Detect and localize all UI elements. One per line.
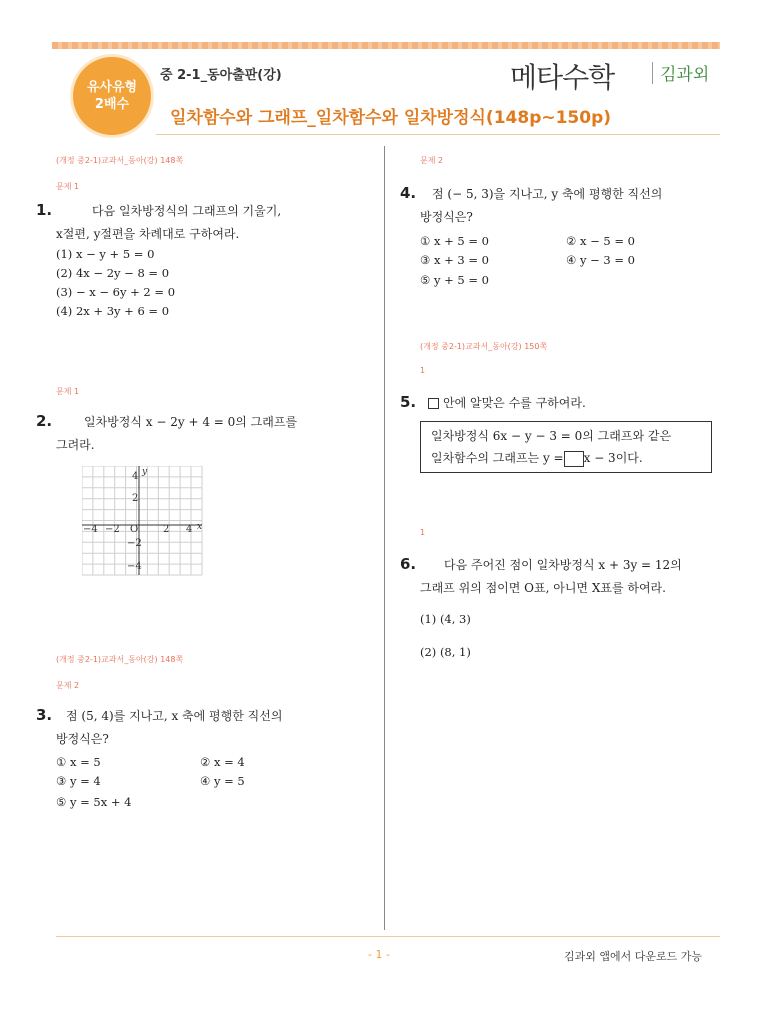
q2-number: 2. <box>36 412 53 430</box>
q3-choice-4: ④ y = 5 <box>200 774 245 788</box>
column-divider <box>384 146 385 930</box>
q3-source: (개정 중2-1)교과서_동아(강) 148쪽 <box>56 655 184 664</box>
q2-text-line1: 일차방정식 x − 2y + 4 = 0의 그래프를 <box>84 415 298 429</box>
q5-source: (개정 중2-1)교과서_동아(강) 150쪽 <box>420 342 548 351</box>
x-tick-neg2: −2 <box>105 524 120 535</box>
q5-number: 5. <box>400 393 417 411</box>
q5-text: 안에 알맞은 수를 구하여라. <box>443 396 586 410</box>
badge-line1: 유사유형 <box>86 80 138 95</box>
q2-problem-label: 문제 1 <box>56 387 80 396</box>
q3-choice-3: ③ y = 4 <box>56 774 101 788</box>
q3-choice-1: ① x = 5 <box>56 755 101 769</box>
q5-box-line1: 일차방정식 6x − y − 3 = 0의 그래프와 같은 <box>431 429 672 443</box>
q4-problem-label: 문제 2 <box>420 156 444 165</box>
worksheet-subtitle: 중 2-1_동아출판(강) <box>160 68 282 83</box>
q4-choice-5: ⑤ y + 5 = 0 <box>420 273 489 287</box>
x-tick-4: 4 <box>186 524 193 535</box>
q5-box-line2 <box>431 447 701 469</box>
brand-logo: 메타수학 <box>510 61 615 94</box>
x-tick-2: 2 <box>163 524 170 535</box>
y-axis-label: y <box>142 467 148 477</box>
q1-item-2: (2) 4x − 2y − 8 = 0 <box>56 266 170 280</box>
q4-text-line2: 방정식은? <box>420 210 473 224</box>
q5-box-line2-start: 일차함수의 그래프는 y = <box>431 451 564 465</box>
y-tick-4: 4 <box>132 471 139 482</box>
coordinate-grid <box>82 466 206 578</box>
header-underline <box>156 134 720 135</box>
y-tick-2: 2 <box>132 493 139 504</box>
q1-number: 1. <box>36 201 53 219</box>
origin-label: O <box>130 524 139 535</box>
worksheet-title: 일차함수와 그래프_일차함수와 일차방정식(148p~150p) <box>170 108 612 128</box>
q6-number: 6. <box>400 555 417 573</box>
type-badge <box>70 54 154 138</box>
q6-problem-label: 1 <box>420 528 426 537</box>
q3-choice-2: ② x = 4 <box>200 755 245 769</box>
q3-text-line1: 점 (5, 4)를 지나고, x 축에 평행한 직선의 <box>66 709 283 723</box>
q6-text-line2: 그래프 위의 점이면 O표, 아니면 X표를 하여라. <box>420 581 666 595</box>
q1-text-line1: 다음 일차방정식의 그래프의 기울기, <box>92 204 282 218</box>
y-tick-neg2: −2 <box>127 538 142 549</box>
q3-problem-label: 문제 2 <box>56 681 80 690</box>
q4-choice-2: ② x − 5 = 0 <box>566 234 635 248</box>
q4-text-line1: 점 (− 5, 3)을 지나고, y 축에 평행한 직선의 <box>432 187 663 201</box>
q3-number: 3. <box>36 706 53 724</box>
q1-text-line2: x절편, y절편을 차례대로 구하여라. <box>56 227 240 241</box>
y-tick-neg4: −4 <box>127 561 142 572</box>
q6-item-1: (1) (4, 3) <box>420 612 471 626</box>
download-note: 김과외 앱에서 다운로드 가능 <box>564 950 703 963</box>
q1-item-4: (4) 2x + 3y + 6 = 0 <box>56 304 170 318</box>
badge-line2: 2배수 <box>94 97 130 112</box>
brand-separator <box>652 62 653 84</box>
footer-line <box>56 936 720 937</box>
answer-square-icon <box>428 398 439 409</box>
q5-condition-box <box>420 421 712 473</box>
q1-item-1: (1) x − y + 5 = 0 <box>56 247 155 261</box>
q3-choice-5: ⑤ y = 5x + 4 <box>56 795 132 809</box>
q5-problem-label: 1 <box>420 366 426 375</box>
q4-choice-3: ③ x + 3 = 0 <box>420 253 489 267</box>
q3-text-line2: 방정식은? <box>56 732 109 746</box>
page-number: - 1 - <box>368 948 390 961</box>
brand-logo-secondary: 김과외 <box>660 65 710 85</box>
q1-problem-label: 문제 1 <box>56 182 80 191</box>
q1-source: (개정 중2-1)교과서_동아(강) 148쪽 <box>56 156 184 165</box>
grid-lines <box>82 466 202 575</box>
q5-box-line2-end: x − 3이다. <box>583 451 643 465</box>
header-stripe <box>52 42 720 49</box>
x-axis-label: x <box>197 522 203 532</box>
q5-prompt <box>428 392 586 414</box>
q6-text-line1: 다음 주어진 점이 일차방정식 x + 3y = 12의 <box>444 558 682 572</box>
q4-choice-4: ④ y − 3 = 0 <box>566 253 635 267</box>
q1-item-3: (3) − x − 6y + 2 = 0 <box>56 285 176 299</box>
q4-number: 4. <box>400 184 417 202</box>
answer-blank <box>564 451 584 467</box>
q6-item-2: (2) (8, 1) <box>420 645 471 659</box>
x-tick-neg4: −4 <box>83 524 98 535</box>
q2-text-line2: 그려라. <box>56 438 95 452</box>
q4-choice-1: ① x + 5 = 0 <box>420 234 489 248</box>
